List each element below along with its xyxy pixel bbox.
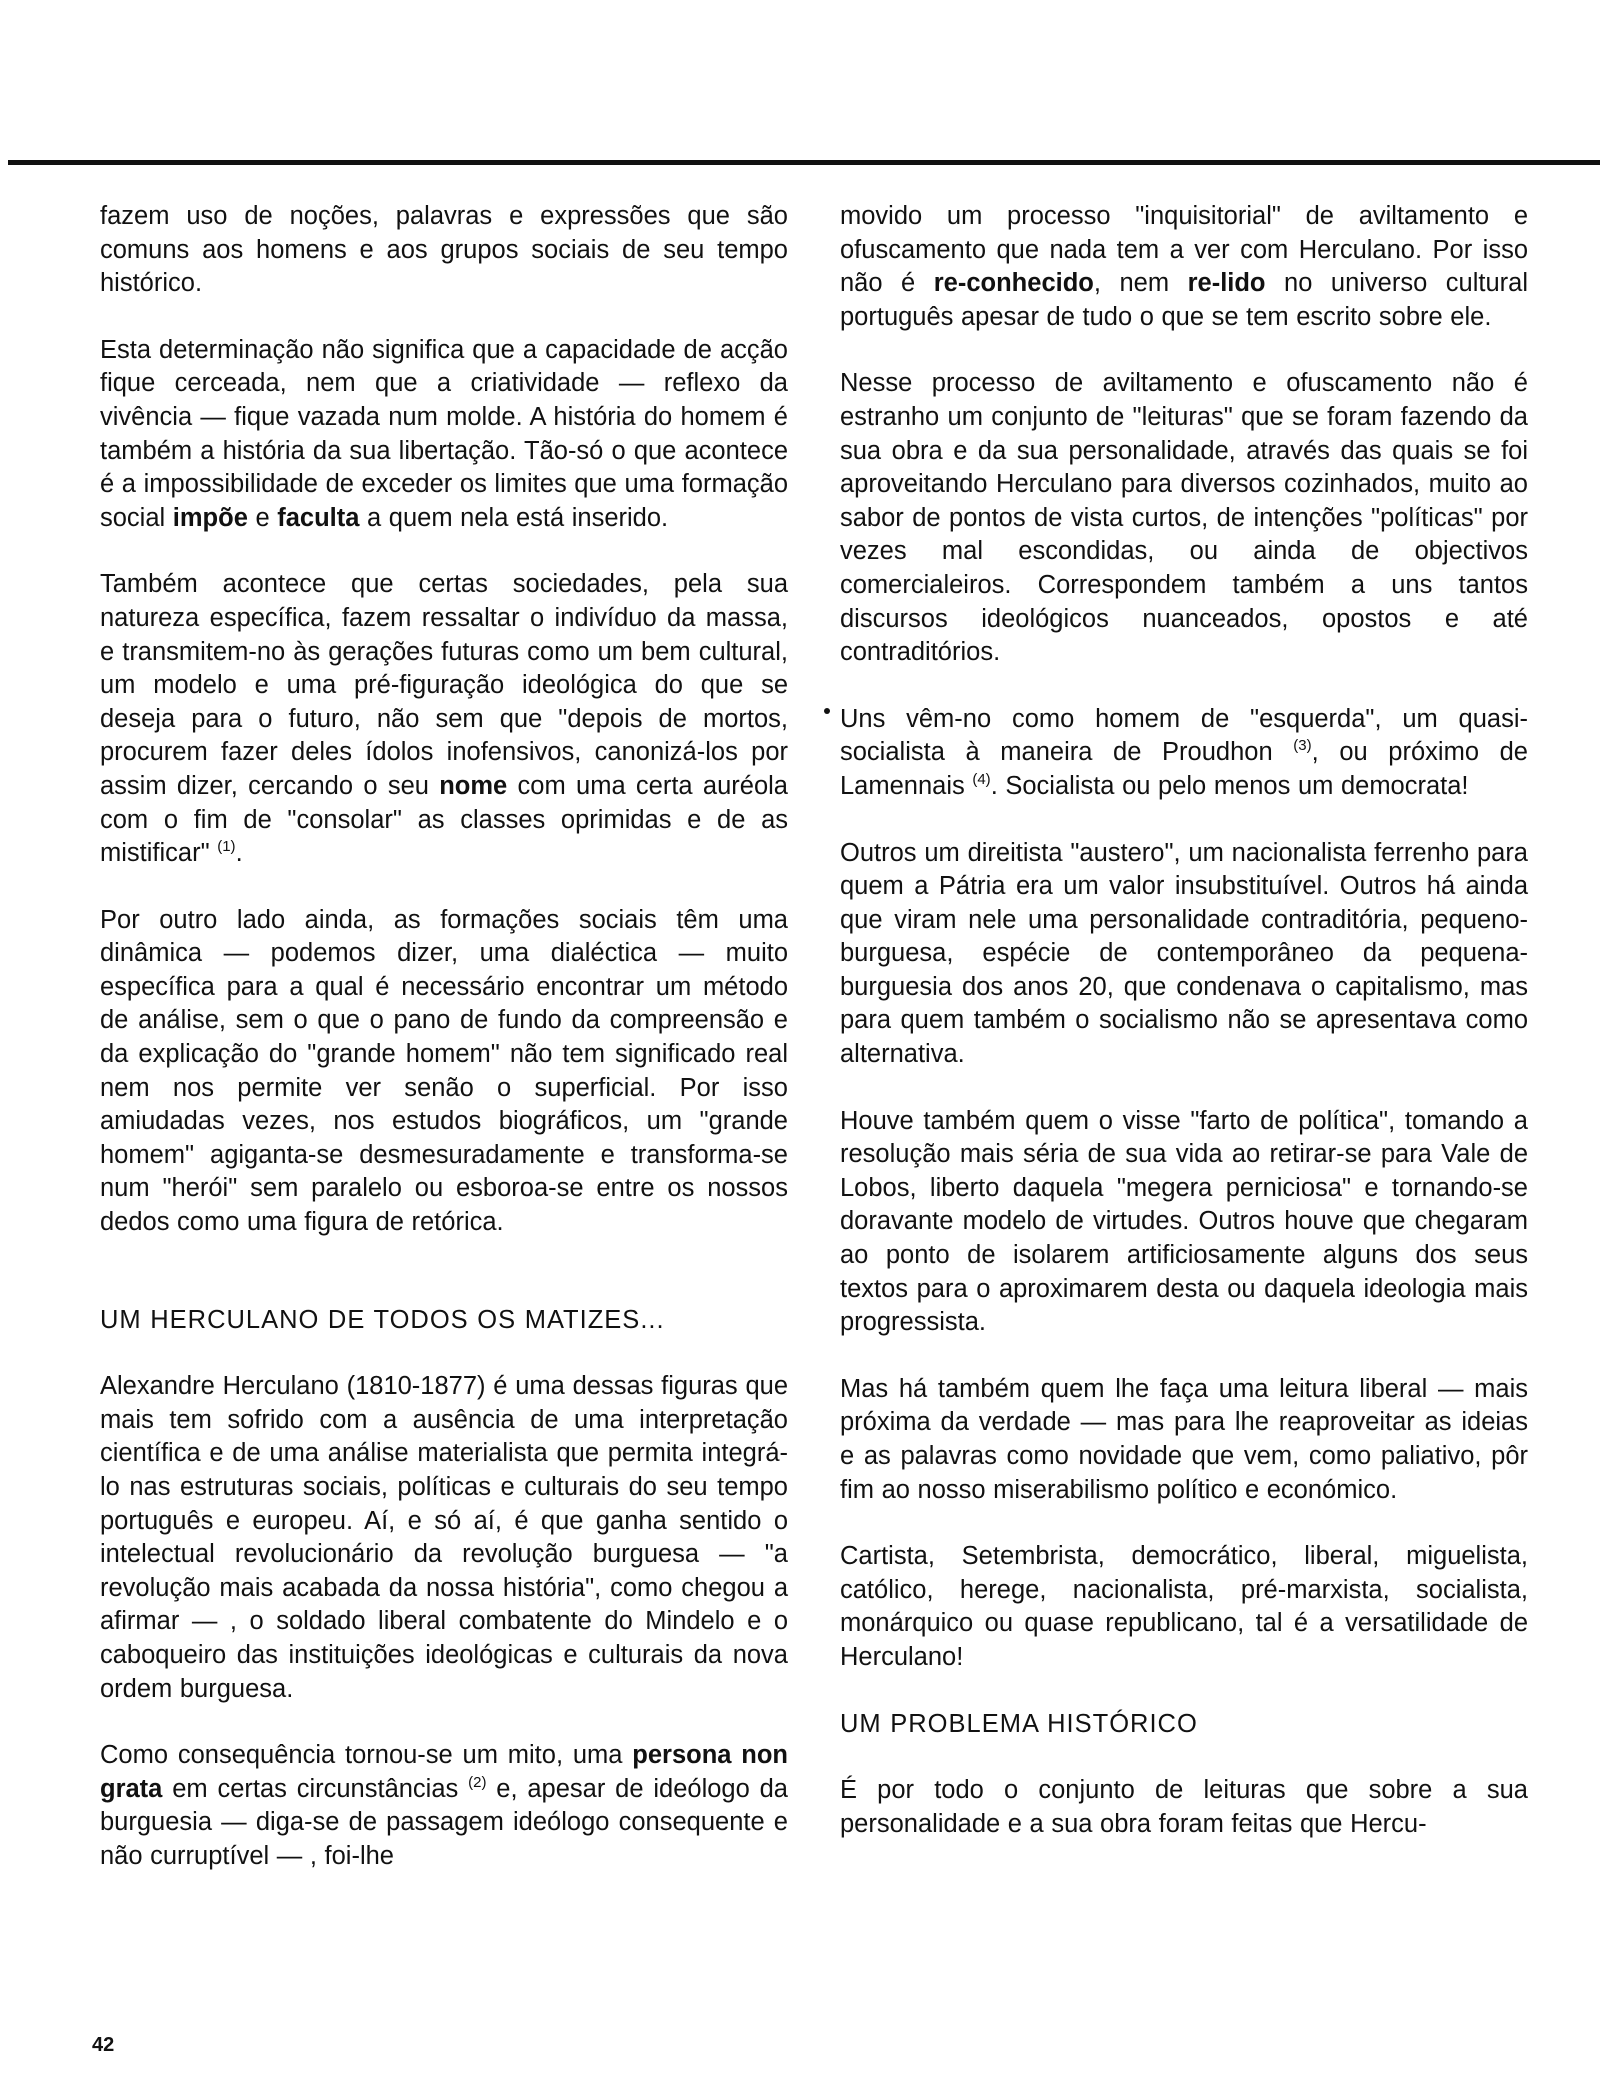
- footnote-ref: (3): [1293, 737, 1312, 755]
- paragraph-text: Cartista, Setembrista, democrático, liberal, miguelista, católico, herege, nacionalista, pré-marxista, socialista, monárquico ou quase republicano, tal é a versatilidade de Herculano!: [840, 1542, 1528, 1671]
- paragraph-text: Esta determinação não significa que a capacidade de acção fique cerceada, nem que a criatividade — reflexo da vivência — fique vazada num molde. A história do homem é também a história da sua libertação. Tão-só o que acontece é a impossibilidade de exceder os limites que uma formação social: [100, 335, 788, 532]
- page-number: 42: [92, 2034, 115, 2056]
- paragraph-text: e: [247, 503, 278, 532]
- paragraph: [100, 904, 788, 1240]
- paragraph-text: Mas há também quem lhe faça uma leitura liberal — mais próxima da verdade — mas para lhe reaproveitar as ideias e as palavras como novidade que vem, como paliativo, pôr fim ao nosso miserabilismo político e económico.: [840, 1374, 1528, 1504]
- paragraph: [840, 367, 1528, 669]
- paragraph-text: Também acontece que certas sociedades, pela sua natureza específica, fazem ressaltar o indivíduo da massa, e transmitem-no às gerações futuras como um bem cultural, um modelo e uma pré-figuração ideológica do que se deseja para o futuro, não sem que "depois de mortos, procurem fazer deles ídolos inofensivos, canonizá-los por assim dizer, cercando o seu: [100, 570, 788, 800]
- bold-term: re-lido: [1187, 269, 1266, 298]
- paragraph-text: Como consequência tornou-se um mito, uma: [100, 1741, 633, 1770]
- paragraph-text: Alexandre Herculano (1810-1877) é uma dessas figuras que mais tem sofrido com a ausência de uma interpretação científica e de uma análise materialista que permita integrá-lo nas estruturas sociais, políticas e culturais do seu tempo português e europeu. Aí, e só aí, é que ganha sentido o intelectual revolucionário da revolução burguesa — "a revolução mais acabada da nossa história", como chegou a afirmar — , o soldado liberal combatente do Mindelo e o caboqueiro das instituições ideológicas e culturais da nova ordem burguesa.: [100, 1372, 788, 1703]
- bold-term: impõe: [172, 503, 248, 532]
- section-heading: UM PROBLEMA HISTÓRICO: [840, 1709, 1198, 1738]
- paragraph: [840, 1105, 1528, 1340]
- paragraph: [840, 703, 1528, 804]
- paragraph: [100, 1739, 788, 1873]
- paragraph-text: , nem: [1093, 269, 1188, 298]
- footnote-ref: (2): [468, 1773, 487, 1791]
- footnote-ref: (4): [972, 770, 991, 788]
- paragraph: [100, 568, 788, 870]
- bold-term: nome: [439, 771, 508, 800]
- footnote-ref: (1): [217, 838, 236, 856]
- paragraph-text: fazem uso de noções, palavras e expressões que são comuns aos homens e aos grupos sociais de seu tempo histórico.: [100, 202, 788, 298]
- paragraph-text: com uma certa auréola com o fim de "consolar" as classes oprimidas e de as mistificar": [100, 771, 788, 868]
- paragraph: [840, 1373, 1528, 1507]
- paragraph: [840, 837, 1528, 1072]
- bold-term: persona non grata: [100, 1741, 789, 1803]
- left-column: [100, 200, 788, 1907]
- paragraph: [840, 200, 1528, 334]
- right-column: [840, 200, 1528, 1874]
- paragraph: [100, 334, 788, 536]
- paragraph-text: e, apesar de ideólogo da burguesia — diga-se de passagem ideólogo consequente e não curruptível — , foi-lhe: [100, 1774, 788, 1870]
- paragraph: [840, 1774, 1528, 1841]
- paragraph-text: Houve também quem o visse "farto de política", tomando a resolução mais séria de sua vida ao retirar-se para Vale de Lobos, liberto daquela "megera perniciosa" e tornando-se doravante modelo de virtudes. Outros houve que chegaram ao ponto de isolarem artificiosamente alguns dos seus textos para o aproximarem desta ou daquela ideologia mais progressista.: [840, 1106, 1528, 1337]
- stray-ink-mark: [824, 708, 830, 714]
- paragraph-text: movido um processo "inquisitorial" de aviltamento e ofuscamento que nada tem a ver com Herculano. Por isso não é: [840, 202, 1528, 298]
- paragraph-text: a quem nela está inserido.: [359, 503, 669, 532]
- paragraph-text: , ou próximo de Lamennais: [840, 738, 1528, 800]
- paragraph-text: Nesse processo de aviltamento e ofuscamento não é estranho um conjunto de "leituras" que se foram fazendo da sua obra e da sua personalidade, através das quais se foi aproveitando Herculano para diversos cozinhados, muito ao sabor de pontos de vista curtos, de intenções "políticas" por vezes mal escondidas, ou ainda de objectivos comercialeiros. Correspondem também a uns tantos discursos ideológicos nuanceados, opostos e até contraditórios.: [840, 369, 1528, 667]
- section-heading: UM HERCULANO DE TODOS OS MATIZES...: [100, 1305, 665, 1334]
- paragraph-text: Uns vêm-no como homem de "esquerda", um quasi-socialista à maneira de Proudhon: [840, 704, 1528, 767]
- paragraph-text: .: [235, 839, 243, 868]
- paragraph: [840, 1540, 1528, 1674]
- bold-term: faculta: [277, 503, 360, 532]
- top-rule: [8, 160, 1600, 165]
- paragraph-text: É por todo o conjunto de leituras que sobre a sua personalidade e a sua obra foram feitas que Hercu-: [840, 1776, 1528, 1838]
- paragraph-text: . Socialista ou pelo menos um democrata!: [990, 771, 1469, 800]
- paragraph: [100, 1370, 788, 1706]
- paragraph: [100, 200, 788, 301]
- paragraph-text: Por outro lado ainda, as formações sociais têm uma dinâmica — podemos dizer, uma dialéctica — muito específica para a qual é necessário encontrar um método de análise, sem o que o pano de fundo da compreensão e da explicação do "grande homem" não tem significado real nem nos permite ver senão o superficial. Por isso amiudadas vezes, nos estudos biográficos, um "grande homem" agiganta-se desmesuradamente e transforma-se num "herói" sem paralelo ou esboroa-se entre os nossos dedos como uma figura de retórica.: [100, 905, 788, 1237]
- bold-term: re-conhecido: [933, 269, 1094, 298]
- paragraph-text: no universo cultural português apesar de tudo o que se tem escrito sobre ele.: [840, 269, 1528, 331]
- paragraph-text: Outros um direitista "austero", um nacionalista ferrenho para quem a Pátria era um valor insubstituível. Outros há ainda que viram nele uma personalidade contraditória, pequeno-burguesa, espécie de contemporâneo da pequena-burguesia dos anos 20, que condenava o capitalismo, mas para quem também o socialismo não se apresentava como alternativa.: [840, 838, 1528, 1069]
- paragraph-text: em certas circunstâncias: [162, 1774, 469, 1803]
